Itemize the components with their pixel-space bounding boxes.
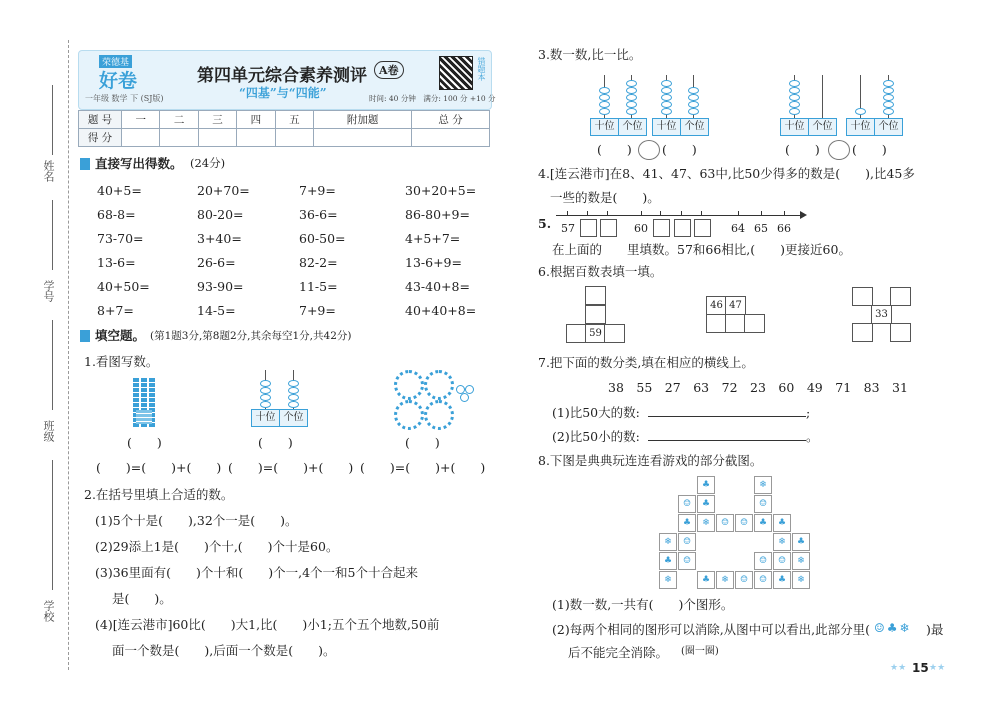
tree-icon[interactable]: ♣ [659, 552, 677, 570]
q1-eq-a[interactable]: ( )=( )+( ) [96, 460, 222, 475]
tens-label: 十位 [652, 118, 681, 136]
tree-icon[interactable]: ♣ [678, 514, 696, 532]
arith-item: 43-40+8= [405, 279, 470, 294]
q5-question: 在上面的 里填数。57和66相比,( )更接近60。 [552, 242, 851, 257]
arith-item: 36-6= [299, 207, 338, 222]
arith-item: 68-8= [97, 207, 136, 222]
page-number: 15 [912, 661, 929, 675]
score-cell: 二 [160, 111, 198, 129]
arith-item: 13-6+9= [405, 255, 462, 270]
arith-item: 40+50= [97, 279, 150, 294]
q1-answer-a[interactable]: ( ) [127, 435, 162, 450]
arith-item: 73-70= [97, 231, 144, 246]
ones-label: 个位 [874, 118, 903, 136]
section1-title: 直接写出得数。 [95, 156, 183, 171]
arith-item: 13-6= [97, 255, 136, 270]
section2-points: (第1题3分,第8题2分,其余每空1分,共42分) [150, 330, 352, 342]
snowflake-icon[interactable]: ❄ [773, 533, 791, 551]
arith-item: 82-2= [299, 255, 338, 270]
q6-title: 6.根据百数表填一填。 [538, 264, 663, 279]
score-cell: 题 号 [79, 111, 122, 129]
number-line-blank[interactable] [694, 219, 711, 237]
q4-line1: 4.[连云港市]在8、41、47、63中,比50少得多的数是( ),比45多 [538, 166, 915, 181]
snowflake-icon[interactable]: ❄ [659, 533, 677, 551]
tick-label: 57 [561, 222, 575, 235]
tree-icon[interactable]: ♣ [697, 495, 715, 513]
q8-b-line1-end: )最 [926, 622, 944, 637]
smiley-icon[interactable]: ☺ [735, 571, 753, 589]
score-input[interactable] [160, 129, 198, 147]
q3-blank[interactable]: ( ) [852, 142, 887, 157]
q8-a: (1)数一数,一共有( )个图形。 [552, 597, 734, 612]
arith-item: 80-20= [197, 207, 244, 222]
test-header [78, 50, 496, 110]
q8-title: 8.下图是典典玩连连看游戏的部分截图。 [538, 453, 763, 468]
score-input[interactable] [237, 129, 275, 147]
ones-label: 个位 [279, 409, 308, 427]
score-input[interactable] [122, 129, 160, 147]
section1-points: (24分) [190, 156, 226, 170]
arith-item: 30+20+5= [405, 183, 477, 198]
star-icon: ★★ [890, 663, 907, 673]
q2-line: 是( )。 [112, 591, 172, 606]
smiley-icon[interactable]: ☺ [716, 514, 734, 532]
chart-cell[interactable] [566, 324, 587, 343]
chart-cell[interactable] [744, 314, 765, 333]
tree-icon[interactable]: ♣ [697, 476, 715, 494]
arith-item: 14-5= [197, 303, 236, 318]
arith-item: 11-5= [299, 279, 338, 294]
arith-item: 93-90= [197, 279, 244, 294]
snowflake-icon[interactable]: ❄ [697, 514, 715, 532]
q7-a-end: ; [806, 405, 811, 420]
q7-b-answer-line[interactable] [648, 439, 806, 441]
tick-label: 60 [634, 222, 648, 235]
side-school-line [52, 460, 53, 590]
time-score-meta: 时间: 40 分钟 满分: 100 分 +10 分 [369, 94, 496, 103]
ones-label: 个位 [618, 118, 647, 136]
score-cell: 四 [237, 111, 275, 129]
q2-line: (2)29添上1是( )个十,( )个十是60。 [95, 539, 339, 554]
q5-label: 5. [538, 216, 552, 231]
smiley-icon[interactable]: ☺ [678, 495, 696, 513]
q2-line: (3)36里面有( )个十和( )个一,4个一和5个十合起来 [95, 565, 418, 580]
smiley-icon[interactable]: ☺ [678, 533, 696, 551]
star-icon: ★★ [929, 663, 946, 673]
logo-small: 荣德基 [99, 55, 132, 68]
score-input[interactable] [275, 129, 313, 147]
side-label-id: 学号 [42, 280, 55, 302]
score-cell: 一 [122, 111, 160, 129]
ones-label: 个位 [680, 118, 709, 136]
q3-blank[interactable]: ( ) [597, 142, 632, 157]
q2-line: (1)5个十是( ),32个一是( )。 [95, 513, 298, 528]
section2-title: 填空题。 [95, 328, 146, 343]
q7-numbers: 38 55 27 63 72 23 60 49 71 83 31 [608, 380, 908, 395]
q8-b-line2: 后不能完全消除。 [568, 645, 669, 660]
ones-label: 个位 [808, 118, 837, 136]
arith-item: 4+5+7= [405, 231, 461, 246]
circle-options[interactable]: ☺♣❄ [874, 621, 912, 635]
number-line-arrow-icon [800, 211, 807, 219]
score-value-row [79, 129, 490, 147]
arith-item: 40+5= [97, 183, 142, 198]
side-class-line [52, 320, 53, 410]
arith-item: 20+70= [197, 183, 250, 198]
smiley-icon[interactable]: ☺ [735, 514, 753, 532]
tree-icon[interactable]: ♣ [792, 533, 810, 551]
tens-label: 十位 [780, 118, 809, 136]
q7-b-label: (2)比50小的数: [552, 429, 640, 444]
arith-item: 26-6= [197, 255, 236, 270]
tree-icon[interactable]: ♣ [773, 571, 791, 589]
q4-line2: 一些的数是( )。 [550, 190, 660, 205]
score-input[interactable] [314, 129, 412, 147]
smiley-icon[interactable]: ☺ [754, 552, 772, 570]
arith-item: 3+40= [197, 231, 242, 246]
snowflake-icon[interactable]: ❄ [792, 552, 810, 570]
q8-b-note: (圈一圈) [681, 646, 719, 657]
subtitle: “四基”与“四能” [239, 86, 327, 100]
number-line-blank[interactable] [580, 219, 597, 237]
q3-blank[interactable]: ( ) [785, 142, 820, 157]
q7-b-end: 。 [806, 429, 819, 444]
q2-line: 面一个数是( ),后面一个数是( )。 [112, 643, 336, 658]
smiley-icon[interactable]: ☺ [754, 495, 772, 513]
snowflake-icon[interactable]: ❄ [659, 571, 677, 589]
q7-a-answer-line[interactable] [648, 415, 806, 417]
q1-answer-c[interactable]: ( ) [405, 435, 440, 450]
score-header-row [79, 111, 490, 129]
q3-title: 3.数一数,比一比。 [538, 47, 642, 62]
score-cell: 总 分 [412, 111, 490, 129]
binding-line [68, 40, 70, 670]
number-line-blank[interactable] [600, 219, 617, 237]
tick-label: 64 [731, 222, 745, 235]
arith-item: 7+9= [299, 303, 336, 318]
tree-icon[interactable]: ♣ [773, 514, 791, 532]
grade-label: 一年级 数学 下 (SJ版) [85, 94, 164, 103]
chart-cell[interactable] [852, 287, 873, 306]
side-label-class: 班级 [42, 420, 55, 442]
number-line-blank[interactable] [653, 219, 670, 237]
arith-item: 8+7= [97, 303, 134, 318]
q2-line: (4)[连云港市]60比( )大1,比( )小1;五个五个地数,50前 [95, 617, 440, 632]
score-cell: 五 [275, 111, 313, 129]
tens-label: 十位 [590, 118, 619, 136]
q3-blank[interactable]: ( ) [662, 142, 697, 157]
arith-item: 40+40+8= [405, 303, 477, 318]
q1-title: 1.看图写数。 [84, 354, 159, 369]
chart-cell[interactable] [725, 314, 746, 333]
score-cell: 附加题 [314, 111, 412, 129]
side-label-name: 姓名 [42, 160, 55, 182]
chart-cell-value: 46 [706, 296, 727, 315]
q7-title: 7.把下面的数分类,填在相应的横线上。 [538, 355, 754, 370]
chart-cell[interactable] [890, 287, 911, 306]
smiley-icon[interactable]: ☺ [754, 571, 772, 589]
compare-circle[interactable] [828, 140, 850, 160]
score-table [78, 110, 490, 147]
snowflake-icon[interactable]: ❄ [716, 571, 734, 589]
chart-cell[interactable] [706, 314, 727, 333]
side-name-line [52, 85, 53, 155]
side-id-line [52, 200, 53, 270]
chart-cell-value: 47 [725, 296, 746, 315]
chart-cell[interactable] [585, 286, 606, 305]
score-input[interactable] [198, 129, 236, 147]
score-input[interactable] [412, 129, 490, 147]
chart-cell[interactable] [890, 323, 911, 342]
tree-icon[interactable]: ♣ [697, 571, 715, 589]
chart-cell-value: 59 [585, 324, 606, 343]
q1-eq-b[interactable]: ( )=( )+( ) [228, 460, 354, 475]
q7-a-label: (1)比50大的数: [552, 405, 640, 420]
number-line-blank[interactable] [674, 219, 691, 237]
q2-title: 2.在括号里填上合适的数。 [84, 487, 234, 502]
smiley-icon[interactable]: ☺ [678, 552, 696, 570]
chart-cell[interactable] [585, 305, 606, 324]
compare-circle[interactable] [638, 140, 660, 160]
side-label-school: 学校 [42, 600, 55, 622]
qr-code-icon [439, 56, 473, 90]
snowflake-icon[interactable]: ❄ [754, 476, 772, 494]
tick-label: 66 [777, 222, 791, 235]
logo-big: 好卷 [99, 70, 138, 92]
q1-answer-b[interactable]: ( ) [258, 435, 293, 450]
page-title: 第四单元综合素养测评 [197, 66, 367, 86]
tens-label: 十位 [251, 409, 280, 427]
ab-badge: A卷 [374, 61, 404, 79]
q8-b-line1: (2)每两个相同的图形可以消除,从图中可以看出,此部分里( [552, 622, 871, 637]
chart-cell[interactable] [604, 324, 625, 343]
chart-cell-value: 33 [871, 305, 892, 324]
q1-eq-c[interactable]: ( )=( )+( ) [360, 460, 486, 475]
tick-label: 65 [754, 222, 768, 235]
chart-cell[interactable] [852, 323, 873, 342]
arith-item: 7+9= [299, 183, 336, 198]
tens-label: 十位 [846, 118, 875, 136]
qr-label: 错题本 [477, 57, 486, 81]
snowflake-icon[interactable]: ❄ [792, 571, 810, 589]
arith-item: 86-80+9= [405, 207, 470, 222]
score-cell: 得 分 [79, 129, 122, 147]
arith-item: 60-50= [299, 231, 346, 246]
score-cell: 三 [198, 111, 236, 129]
tree-icon[interactable]: ♣ [754, 514, 772, 532]
number-line [556, 215, 804, 216]
section1-marker [80, 158, 90, 170]
smiley-icon[interactable]: ☺ [773, 552, 791, 570]
section2-marker [80, 330, 90, 342]
logo [85, 55, 164, 103]
